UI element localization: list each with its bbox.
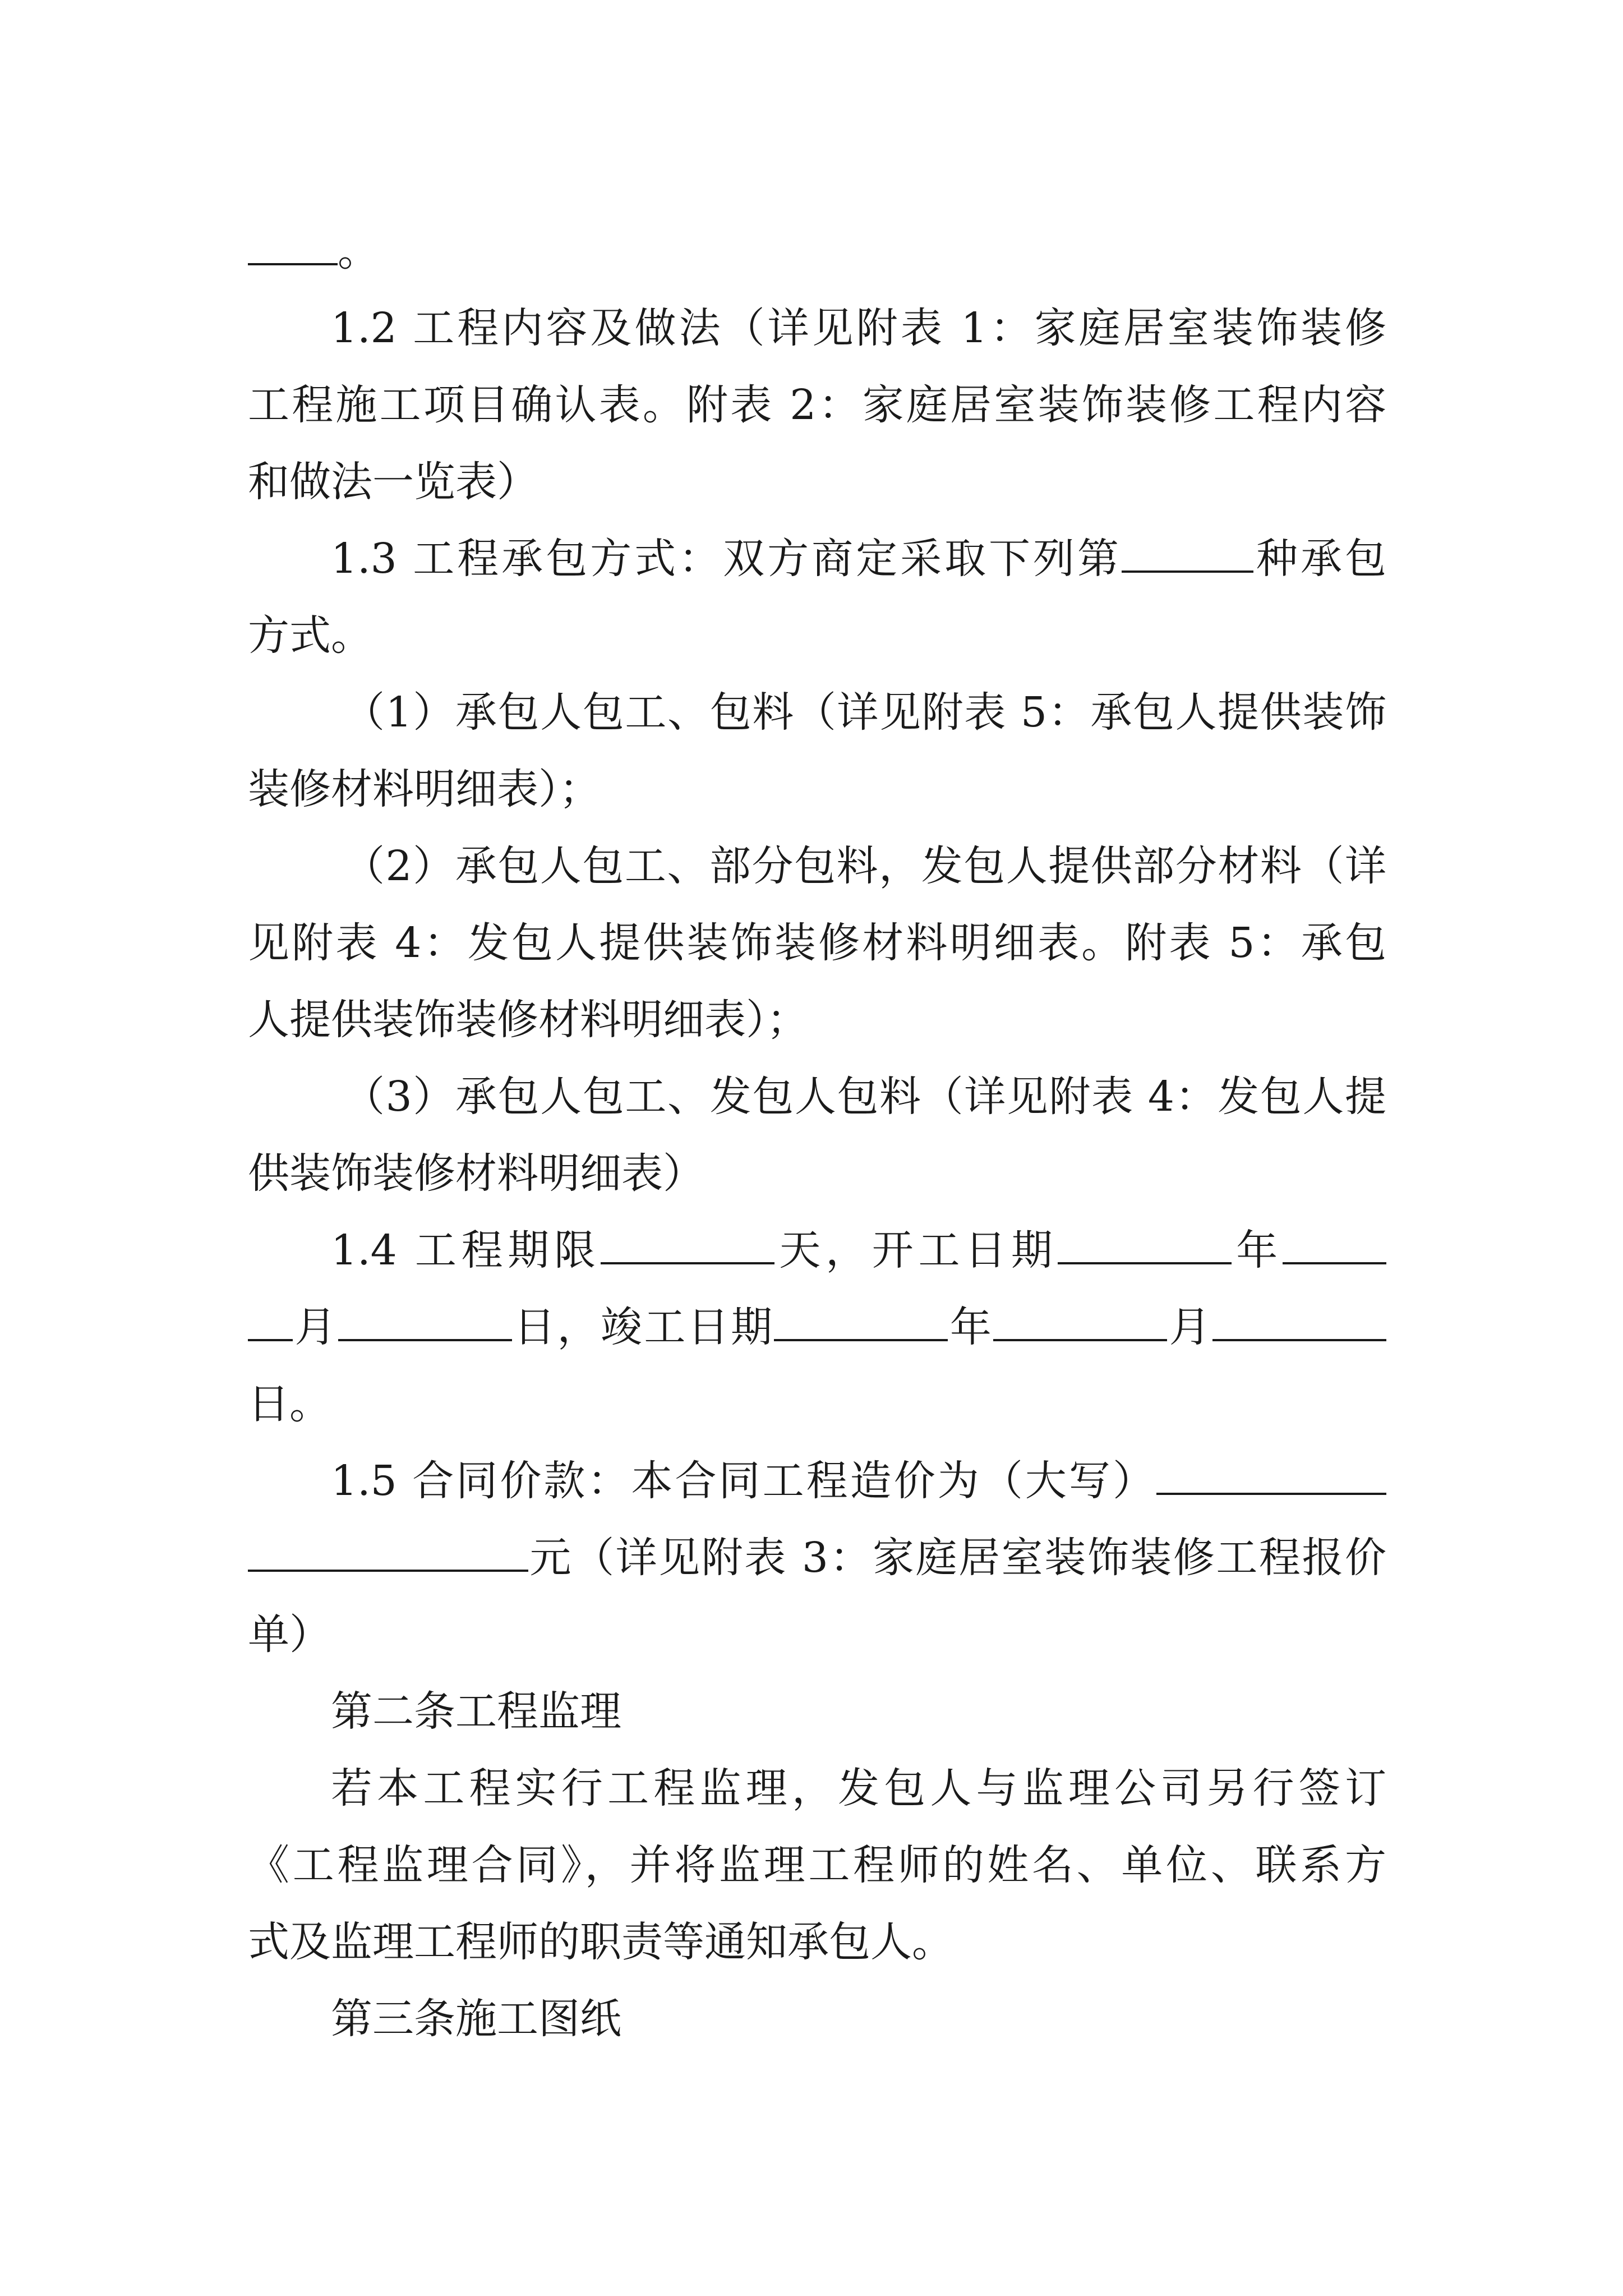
clause-1-4: 1.4 工程期限 天，开工日期 年 (248, 1212, 1386, 1289)
fill-blank (248, 229, 338, 265)
end-month-blank (993, 1305, 1167, 1341)
start-day-blank (338, 1305, 512, 1341)
price-uppercase-blank (1156, 1459, 1386, 1495)
option-2-end: 人提供装饰装修材料明细表）； (248, 996, 808, 1044)
price-uppercase-blank-cont (248, 1536, 528, 1572)
clause-1-5-cont: 元（详见附表 3：家庭居室装饰装修工程报价 (248, 1520, 1386, 1596)
clause-1-2-end: 和做法一览表） (248, 458, 538, 506)
article-2-heading: 第二条工程监理 (331, 1687, 621, 1736)
clause-1-2-cont: 工程施工项目确认表。附表 2：家庭居室装饰装修工程内容 (248, 381, 1386, 429)
article-2-text-end: 式及监理工程师的职责等通知承包人。 (248, 1918, 953, 1966)
start-month-blank (1283, 1228, 1386, 1264)
clause-1-4-cont: 月 日，竣工日期 年 月 (248, 1289, 1386, 1366)
end-year-blank (774, 1305, 948, 1341)
clause-1-3: 1.3 工程承包方式：双方商定采取下列第 种承包 (331, 535, 1386, 583)
article-2-text: 若本工程实行工程监理，发包人与监理公司另行签订 (331, 1764, 1386, 1812)
end-day-blank (1212, 1305, 1386, 1341)
option-1-end: 装修材料明细表）； (248, 765, 601, 813)
clause-1-2: 1.2 工程内容及做法（详见附表 1：家庭居室装饰装修 (331, 304, 1386, 352)
clause-1-4-end: 日。 (248, 1380, 331, 1428)
clause-1-5-end: 单） (248, 1611, 331, 1659)
option-3: （3）承包人包工、发包人包料（详见附表 4：发包人提 (343, 1073, 1386, 1121)
option-2-cont: 见附表 4：发包人提供装饰装修材料明细表。附表 5：承包 (248, 919, 1386, 967)
duration-days-blank (601, 1228, 774, 1264)
start-month-blank-cont (248, 1305, 293, 1341)
start-year-blank (1058, 1228, 1232, 1264)
option-1: （1）承包人包工、包料（详见附表 5：承包人提供装饰 (343, 688, 1386, 737)
article-2-text-cont: 《工程监理合同》，并将监理工程师的姓名、单位、联系方 (248, 1841, 1386, 1889)
contract-mode-blank (1122, 537, 1253, 573)
article-3-heading: 第三条施工图纸 (331, 1995, 621, 2043)
contract-body (248, 213, 1386, 2058)
line-1: 。 (248, 213, 1386, 290)
clause-1-3-end: 方式。 (248, 611, 372, 660)
option-2: （2）承包人包工、部分包料，发包人提供部分材料（详 (343, 842, 1386, 890)
clause-1-5: 1.5 合同价款：本合同工程造价为（大写） (248, 1443, 1386, 1520)
option-3-end: 供装饰装修材料明细表） (248, 1149, 704, 1198)
